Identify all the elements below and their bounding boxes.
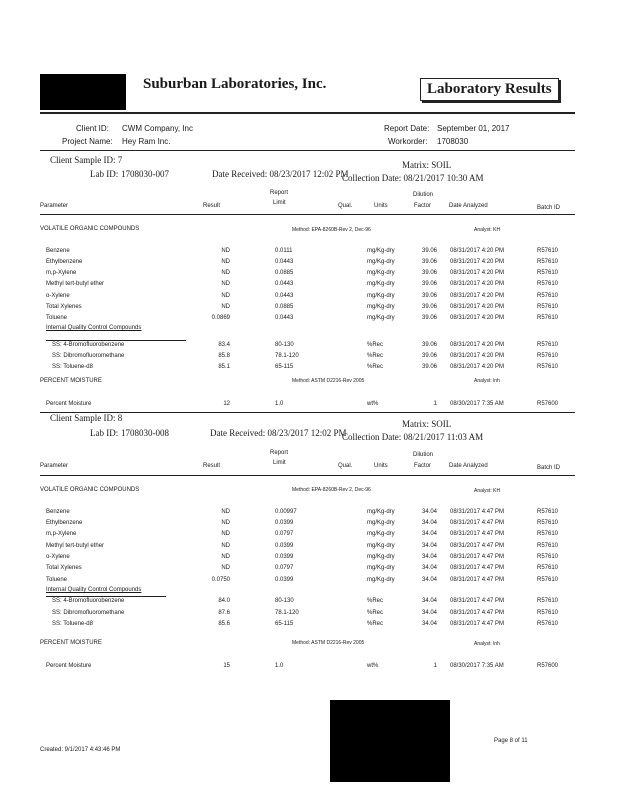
voc-section-title-2: VOLATILE ORGANIC COMPOUNDS <box>40 487 140 493</box>
cell-dilution-factor: 39.06 <box>421 281 437 287</box>
cell-result: ND <box>221 270 230 276</box>
col-header-rule-2 <box>40 475 575 476</box>
redacted-logo-block <box>40 74 126 110</box>
sample1-lab-id-value: 1708030-007 <box>121 169 169 179</box>
header-rule <box>40 112 575 114</box>
cell-report-limit: 78.1-120 <box>275 353 299 359</box>
cell-report-limit: 0.0399 <box>275 554 294 560</box>
cell-batch-id: R57610 <box>537 304 559 310</box>
cell-date-analyzed: 08/31/2017 4:20 PM <box>450 304 505 310</box>
sample2-collection-date: Collection Date: 08/21/2017 11:03 AM <box>342 432 484 442</box>
cell-units: wt% <box>367 663 379 669</box>
col-parameter-1: Parameter <box>40 203 69 209</box>
cell-parameter: m,p-Xylene <box>46 531 77 537</box>
cell-parameter: o-Xylene <box>46 554 70 560</box>
col-header-rule-1 <box>40 214 575 215</box>
cell-parameter: Percent Moisture <box>46 663 92 669</box>
cell-report-limit: 0.0399 <box>275 577 294 583</box>
cell-report-limit: 80-130 <box>275 342 294 348</box>
cell-report-limit: 0.0399 <box>275 520 294 526</box>
project-name-label: Project Name: <box>62 137 113 146</box>
cell-batch-id: R57610 <box>537 315 559 321</box>
cell-parameter: SS: Toluene-d8 <box>52 364 93 370</box>
company-name: Suburban Laboratories, Inc. <box>143 76 327 92</box>
cell-batch-id: R57610 <box>537 621 559 627</box>
cell-result: 0.0750 <box>211 577 230 583</box>
cell-batch-id: R57610 <box>537 554 559 560</box>
voc-analyst-1: Analyst: KH <box>474 227 501 233</box>
sample1-collection-date: Collection Date: 08/21/2017 10:30 AM <box>342 173 484 183</box>
cell-dilution-factor: 34.04 <box>421 531 437 537</box>
cell-result: 85.8 <box>218 353 230 359</box>
cell-report-limit: 0.0797 <box>275 531 294 537</box>
cell-result: 87.6 <box>218 610 230 616</box>
cell-batch-id: R57610 <box>537 281 559 287</box>
col-batch-id-2: Batch ID <box>537 465 561 471</box>
moisture-method-1: Method: ASTM D2216-Rev 2005 <box>292 378 365 384</box>
cell-date-analyzed: 08/31/2017 4:20 PM <box>450 364 505 370</box>
cell-units: mg/Kg-dry <box>367 520 395 526</box>
cell-report-limit: 0.0797 <box>275 565 294 571</box>
moisture-method-2: Method: ASTM D2216-Rev 2005 <box>292 640 365 646</box>
cell-parameter: m,p-Xylene <box>46 270 77 276</box>
cell-dilution-factor: 39.06 <box>421 248 437 254</box>
col-report-limit-top-2: Report <box>270 450 289 456</box>
report-date-label: Report Date: <box>384 124 430 133</box>
cell-batch-id: R57610 <box>537 520 559 526</box>
cell-batch-id: R57610 <box>537 598 559 604</box>
cell-batch-id: R57610 <box>537 531 559 537</box>
col-report-limit-top-1: Report <box>270 190 289 196</box>
cell-report-limit: 0.0443 <box>275 259 294 265</box>
col-factor-1: Factor <box>414 203 432 209</box>
moisture-section-title-2: PERCENT MOISTURE <box>40 640 102 646</box>
cell-batch-id: R57600 <box>537 663 559 669</box>
cell-dilution-factor: 34.04 <box>421 509 437 515</box>
cell-report-limit: 80-130 <box>275 598 294 604</box>
cell-batch-id: R57610 <box>537 543 559 549</box>
cell-units: wt% <box>367 401 379 407</box>
col-parameter-2: Parameter <box>40 463 69 469</box>
report-date-value: September 01, 2017 <box>437 124 510 133</box>
cell-result: 84.0 <box>218 598 230 604</box>
cell-report-limit: 0.0399 <box>275 543 294 549</box>
cell-date-analyzed: 08/31/2017 4:20 PM <box>450 281 505 287</box>
cell-dilution-factor: 34.04 <box>421 520 437 526</box>
cell-units: %Rec <box>367 353 384 359</box>
cell-batch-id: R57610 <box>537 364 559 370</box>
sample1-client-sample-id: Client Sample ID: 7 <box>50 155 123 165</box>
cell-units: mg/Kg-dry <box>367 554 395 560</box>
sample2-date-received: Date Received: 08/23/2017 12:02 PM <box>210 428 347 438</box>
col-qual-1: Qual. <box>338 203 353 209</box>
cell-dilution-factor: 34.04 <box>421 554 437 560</box>
cell-parameter: Toluene <box>46 577 68 583</box>
cell-result: ND <box>221 565 230 571</box>
cell-date-analyzed: 08/30/2017 7:35 AM <box>450 663 504 669</box>
cell-dilution-factor: 39.06 <box>421 315 437 321</box>
qc-rule-2 <box>46 596 166 597</box>
cell-report-limit: 65-115 <box>275 364 294 370</box>
cell-result: 83.4 <box>218 342 230 348</box>
sample1-date-received: Date Received: 08/23/2017 12:02 PM <box>212 169 349 179</box>
cell-result: ND <box>221 281 230 287</box>
cell-date-analyzed: 08/31/2017 4:20 PM <box>450 259 505 265</box>
cell-dilution-factor: 34.04 <box>421 610 437 616</box>
col-limit-2: Limit <box>273 460 286 466</box>
page-number: Page 8 of 11 <box>494 738 528 744</box>
cell-date-analyzed: 08/31/2017 4:47 PM <box>450 543 505 549</box>
cell-units: mg/Kg-dry <box>367 565 395 571</box>
cell-parameter: Methyl tert-butyl ether <box>46 281 105 287</box>
cell-dilution-factor: 1 <box>433 663 437 669</box>
cell-units: mg/Kg-dry <box>367 270 395 276</box>
cell-report-limit: 1.0 <box>275 663 284 669</box>
cell-batch-id: R57610 <box>537 270 559 276</box>
cell-batch-id: R57610 <box>537 565 559 571</box>
cell-result: ND <box>221 304 230 310</box>
voc-analyst-2: Analyst: KH <box>474 488 501 494</box>
cell-result: 15 <box>223 663 230 669</box>
cell-date-analyzed: 08/31/2017 4:20 PM <box>450 293 505 299</box>
cell-batch-id: R57610 <box>537 610 559 616</box>
client-id-value: CWM Company, Inc <box>122 124 193 133</box>
cell-parameter: Benzene <box>46 248 70 254</box>
cell-units: mg/Kg-dry <box>367 531 395 537</box>
cell-report-limit: 0.0111 <box>275 248 293 254</box>
cell-parameter: Total Xylenes <box>46 304 82 310</box>
cell-parameter: SS: Toluene-d8 <box>52 621 93 627</box>
cell-dilution-factor: 1 <box>433 401 437 407</box>
cell-units: mg/Kg-dry <box>367 315 395 321</box>
voc-method-1: Method: EPA-8260B-Rev 2, Dec-96 <box>292 227 371 233</box>
cell-result: ND <box>221 259 230 265</box>
cell-date-analyzed: 08/31/2017 4:47 PM <box>450 520 505 526</box>
col-qual-2: Qual. <box>338 463 353 469</box>
cell-parameter: SS: 4-Bromofluorobenzene <box>52 342 125 348</box>
cell-batch-id: R57600 <box>537 401 559 407</box>
cell-units: mg/Kg-dry <box>367 509 395 515</box>
sample1-lab-id-label: Lab ID: <box>90 169 119 179</box>
cell-date-analyzed: 08/31/2017 4:20 PM <box>450 342 505 348</box>
cell-date-analyzed: 08/31/2017 4:47 PM <box>450 509 505 515</box>
cell-report-limit: 65-115 <box>275 621 294 627</box>
cell-batch-id: R57610 <box>537 353 559 359</box>
cell-batch-id: R57610 <box>537 509 559 515</box>
cell-date-analyzed: 08/31/2017 4:47 PM <box>450 621 505 627</box>
moisture-analyst-2: Analyst: lnh <box>474 641 500 647</box>
cell-units: mg/Kg-dry <box>367 304 395 310</box>
voc-section-title-1: VOLATILE ORGANIC COMPOUNDS <box>40 226 140 232</box>
cell-batch-id: R57610 <box>537 577 559 583</box>
cell-result: ND <box>221 543 230 549</box>
cell-units: %Rec <box>367 610 384 616</box>
workorder-label: Workorder: <box>388 137 428 146</box>
cell-units: mg/Kg-dry <box>367 248 395 254</box>
cell-parameter: SS: Dibromofluoromethane <box>52 610 125 616</box>
col-factor-2: Factor <box>414 463 432 469</box>
cell-date-analyzed: 08/31/2017 4:47 PM <box>450 531 505 537</box>
cell-date-analyzed: 08/31/2017 4:20 PM <box>450 248 505 254</box>
cell-dilution-factor: 39.06 <box>421 342 437 348</box>
cell-units: %Rec <box>367 621 384 627</box>
cell-result: 12 <box>223 401 230 407</box>
cell-result: ND <box>221 509 230 515</box>
cell-units: mg/Kg-dry <box>367 543 395 549</box>
cell-batch-id: R57610 <box>537 259 559 265</box>
qc-section-title-1: Internal Quality Control Compounds <box>46 325 142 331</box>
cell-parameter: Toluene <box>46 315 68 321</box>
cell-units: %Rec <box>367 598 384 604</box>
col-limit-1: Limit <box>273 200 286 206</box>
meta-rule <box>40 150 575 151</box>
cell-report-limit: 78.1-120 <box>275 610 299 616</box>
cell-dilution-factor: 39.06 <box>421 353 437 359</box>
cell-parameter: Total Xylenes <box>46 565 82 571</box>
cell-result: ND <box>221 554 230 560</box>
cell-result: ND <box>221 520 230 526</box>
cell-parameter: Ethylbenzene <box>46 520 83 526</box>
cell-report-limit: 0.0443 <box>275 281 294 287</box>
cell-batch-id: R57610 <box>537 293 559 299</box>
cell-date-analyzed: 08/31/2017 4:47 PM <box>450 598 505 604</box>
cell-parameter: o-Xylene <box>46 293 70 299</box>
cell-parameter: SS: Dibromofluoromethane <box>52 353 125 359</box>
cell-report-limit: 0.0443 <box>275 293 294 299</box>
col-units-1: Units <box>374 203 388 209</box>
cell-units: mg/Kg-dry <box>367 259 395 265</box>
col-result-1: Result <box>203 203 221 209</box>
cell-parameter: Percent Moisture <box>46 401 92 407</box>
cell-result: 85.1 <box>218 364 230 370</box>
created-timestamp: Created: 9/1/2017 4:43:46 PM <box>40 747 121 753</box>
cell-units: mg/Kg-dry <box>367 281 395 287</box>
sample2-lab-id-label: Lab ID: <box>90 428 119 438</box>
cell-date-analyzed: 08/31/2017 4:20 PM <box>450 270 505 276</box>
col-date-analyzed-1: Date Analyzed <box>449 203 488 209</box>
cell-date-analyzed: 08/30/2017 7:35 AM <box>450 401 504 407</box>
cell-result: 0.0869 <box>211 315 230 321</box>
col-units-2: Units <box>374 463 388 469</box>
cell-date-analyzed: 08/31/2017 4:20 PM <box>450 315 505 321</box>
col-batch-id-1: Batch ID <box>537 205 561 211</box>
workorder-value: 1708030 <box>437 137 469 146</box>
col-date-analyzed-2: Date Analyzed <box>449 463 488 469</box>
cell-dilution-factor: 34.04 <box>421 577 437 583</box>
cell-date-analyzed: 08/31/2017 4:20 PM <box>450 353 505 359</box>
client-id-label: Client ID: <box>76 124 109 133</box>
sample2-lab-id-value: 1708030-008 <box>121 428 169 438</box>
redacted-signature-block <box>330 700 450 782</box>
qc-rule-1 <box>46 340 186 341</box>
cell-dilution-factor: 34.04 <box>421 598 437 604</box>
cell-units: %Rec <box>367 342 384 348</box>
sample2-matrix: Matrix: SOIL <box>402 419 452 429</box>
cell-parameter: Methyl tert-butyl ether <box>46 543 105 549</box>
cell-dilution-factor: 34.04 <box>421 621 437 627</box>
cell-result: ND <box>221 531 230 537</box>
cell-date-analyzed: 08/31/2017 4:47 PM <box>450 610 505 616</box>
sample1-matrix: Matrix: SOIL <box>402 160 452 170</box>
cell-dilution-factor: 39.06 <box>421 304 437 310</box>
cell-parameter: Ethylbenzene <box>46 259 83 265</box>
cell-date-analyzed: 08/31/2017 4:47 PM <box>450 577 505 583</box>
cell-report-limit: 0.00997 <box>275 509 297 515</box>
cell-dilution-factor: 34.04 <box>421 543 437 549</box>
cell-dilution-factor: 39.06 <box>421 259 437 265</box>
cell-report-limit: 1.0 <box>275 401 284 407</box>
cell-dilution-factor: 34.04 <box>421 565 437 571</box>
cell-report-limit: 0.0443 <box>275 315 294 321</box>
cell-units: mg/Kg-dry <box>367 293 395 299</box>
cell-units: mg/Kg-dry <box>367 577 395 583</box>
moisture-section-title-1: PERCENT MOISTURE <box>40 378 102 384</box>
sample2-client-sample-id: Client Sample ID: 8 <box>50 413 123 423</box>
cell-report-limit: 0.0885 <box>275 270 294 276</box>
cell-dilution-factor: 39.06 <box>421 293 437 299</box>
cell-batch-id: R57610 <box>537 342 559 348</box>
col-dilution-top-2: Dilution <box>413 452 434 458</box>
cell-units: %Rec <box>367 364 384 370</box>
cell-batch-id: R57610 <box>537 248 559 254</box>
report-type-box: Laboratory Results <box>420 78 559 101</box>
cell-dilution-factor: 39.06 <box>421 364 437 370</box>
project-name-value: Hey Ram Inc. <box>122 137 171 146</box>
col-result-2: Result <box>203 463 221 469</box>
voc-method-2: Method: EPA-8260B-Rev 2, Dec-96 <box>292 487 371 493</box>
qc-section-title-2: Internal Quality Control Compounds <box>46 587 142 593</box>
col-dilution-top-1: Dilution <box>413 192 434 198</box>
cell-date-analyzed: 08/31/2017 4:47 PM <box>450 565 505 571</box>
moisture-analyst-1: Analyst: lnh <box>474 378 500 384</box>
cell-parameter: Benzene <box>46 509 70 515</box>
cell-date-analyzed: 08/31/2017 4:47 PM <box>450 554 505 560</box>
cell-result: 85.6 <box>218 621 230 627</box>
cell-dilution-factor: 39.06 <box>421 270 437 276</box>
cell-result: ND <box>221 293 230 299</box>
cell-parameter: SS: 4-Bromofluorobenzene <box>52 598 125 604</box>
cell-report-limit: 0.0885 <box>275 304 294 310</box>
cell-result: ND <box>221 248 230 254</box>
